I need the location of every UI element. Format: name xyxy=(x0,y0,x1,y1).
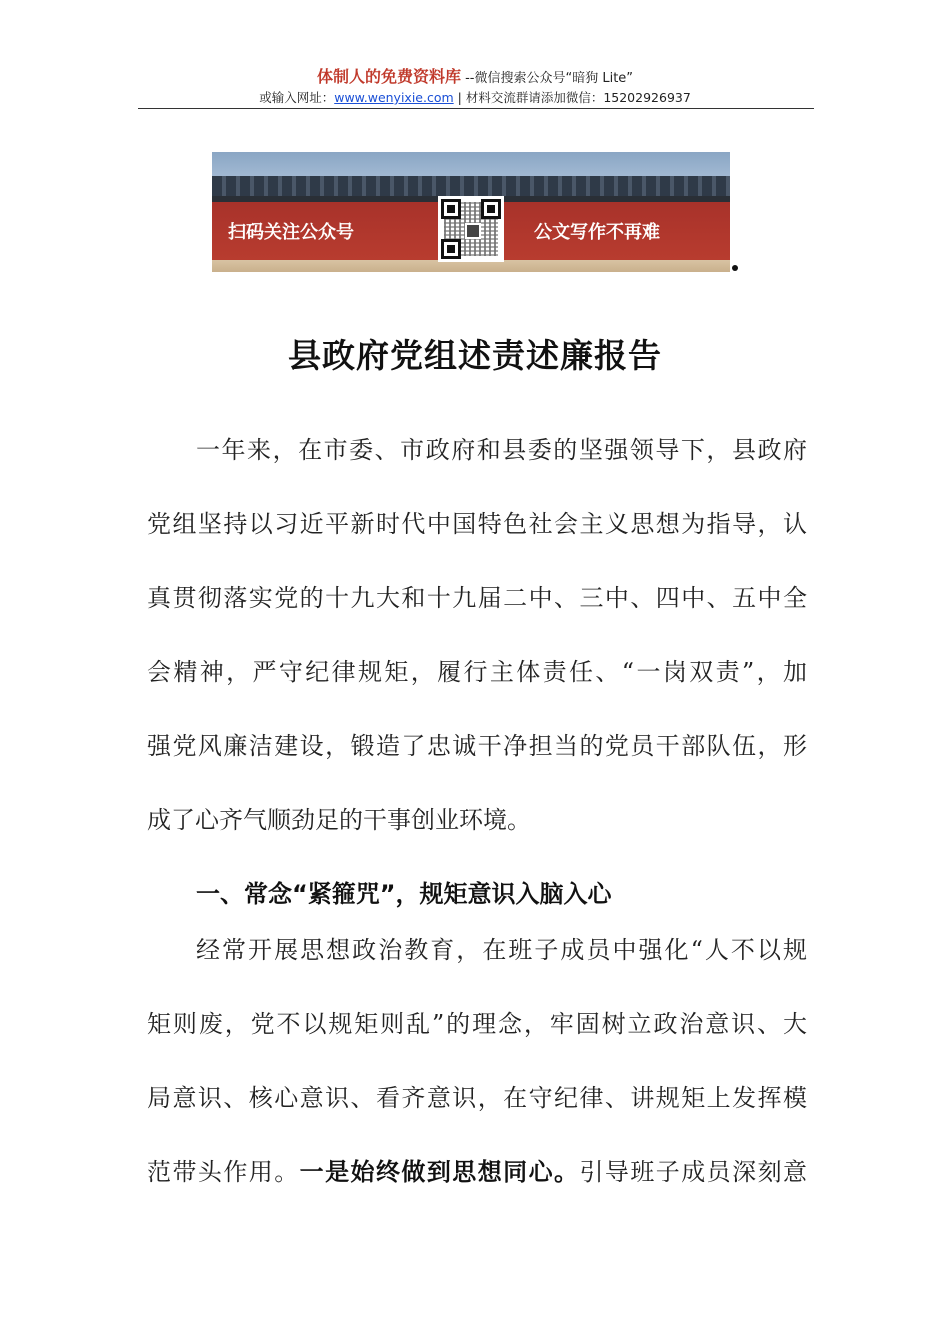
bullet-dot xyxy=(732,265,738,271)
section-heading: 一、常念“紧箍咒”，规矩意识入脑入心 xyxy=(196,880,612,908)
paragraph-line: 局意识、核心意识、看齐意识，在守纪律、讲规矩上发挥模 xyxy=(147,1084,807,1112)
qr-code-icon[interactable] xyxy=(438,196,504,262)
line-text-end: 引导班子成员深刻意 xyxy=(579,1158,808,1186)
paragraph-line xyxy=(147,1154,807,1190)
paragraph-line: 党组坚持以习近平新时代中国特色社会主义思想为指导，认 xyxy=(147,510,807,538)
paragraph-line: 真贯彻落实党的十九大和十九届二中、三中、四中、五中全 xyxy=(147,584,807,612)
header-url-link[interactable]: www.wenyixie.com xyxy=(334,90,454,105)
header-url-prefix: 或输入网址： xyxy=(259,90,335,105)
header-contact: | 材料交流群请添加微信：15202926937 xyxy=(453,90,691,105)
header-tagline: --微信搜索公众号“暗狗 Lite” xyxy=(460,71,634,86)
bold-lead-phrase: 一是始终做到思想同心。 xyxy=(299,1158,580,1186)
banner-roof-tiles xyxy=(212,176,730,198)
banner-right-text: 公文写作不再难 xyxy=(534,222,660,243)
paragraph-line: 成了心齐气顺劲足的干事创业环境。 xyxy=(147,806,531,834)
qr-avatar-icon xyxy=(465,223,481,239)
header-brand: 体制人的免费资料库 xyxy=(316,67,461,86)
qr-finder-top-left xyxy=(441,199,461,219)
header-line-1 xyxy=(0,64,950,87)
paragraph-line: 一年来，在市委、市政府和县委的坚强领导下，县政府 xyxy=(196,436,807,464)
paragraph-line: 会精神，严守纪律规矩，履行主体责任、“一岗双责”，加 xyxy=(147,658,807,686)
qr-finder-top-right xyxy=(481,199,501,219)
document-title: 县政府党组述责述廉报告 xyxy=(288,336,662,375)
qr-finder-bottom-left xyxy=(441,239,461,259)
line-text-start: 范带头作用。 xyxy=(147,1158,300,1186)
paragraph-line: 矩则废，党不以规矩则乱”的理念，牢固树立政治意识、大 xyxy=(147,1010,807,1038)
banner-left-text: 扫码关注公众号 xyxy=(228,222,354,243)
paragraph-line: 强党风廉洁建设，锻造了忠诚干净担当的党员干部队伍，形 xyxy=(147,732,807,760)
header-line-2 xyxy=(0,88,950,106)
promo-banner[interactable] xyxy=(212,152,730,272)
paragraph-line: 经常开展思想政治教育，在班子成员中强化“人不以规 xyxy=(196,936,807,964)
header-divider xyxy=(138,108,814,109)
